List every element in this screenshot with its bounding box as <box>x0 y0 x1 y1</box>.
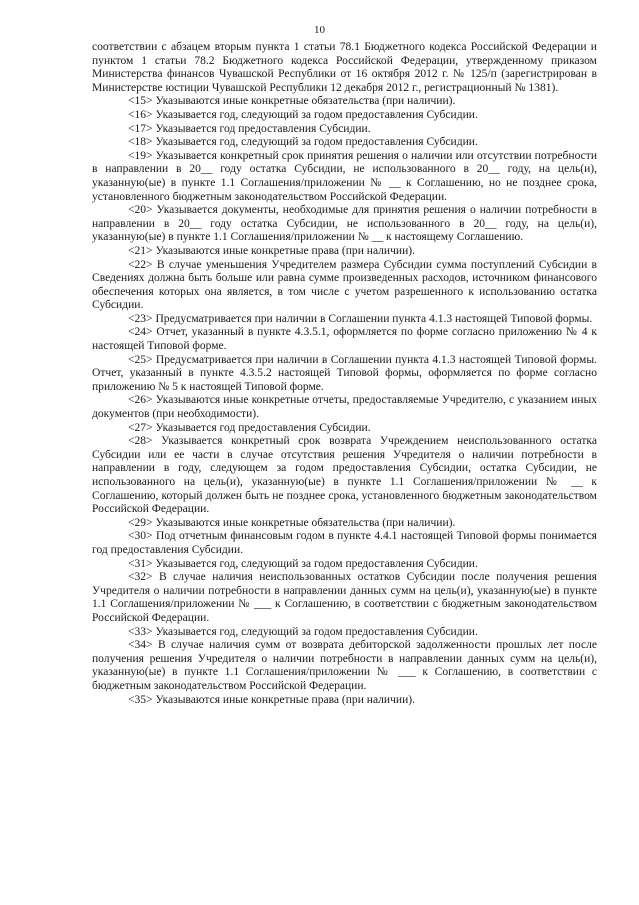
footnote-22: <22> В случае уменьшения Учредителем размера Субсидии сумма поступлений Субсидии в Сведениях должна быть больше или равна сумме произведенных расходов, источником финансового обеспечения которых она является, в том числе с учетом разрешенного к использованию остатка Субсидии. <box>92 258 597 312</box>
footnote-15: <15> Указываются иные конкретные обязательства (при наличии). <box>128 95 456 108</box>
footnote-18: <18> Указывается год, следующий за годом предоставления Субсидии. <box>128 136 478 149</box>
footnote-17: <17> Указывается год предоставления Субсидии. <box>128 122 371 135</box>
footnote-29: <29> Указываются иные конкретные обязательства (при наличии). <box>128 516 456 529</box>
page-number: 10 <box>314 24 325 36</box>
footnote-27: <27> Указывается год предоставления Субсидии. <box>128 421 371 434</box>
footnote-28: <28> Указывается конкретный срок возврата Учреждением неиспользованного остатка Субсидии или ее части в случае отсутствия решения Учредителя о наличии потребности в направлении в году, следующем за годом предоставления Субсидии, остатка Субсидии, не использованного на цель(и), указанную(ые) в пункте 1.1 Соглашения/приложении № __ к Соглашению, который должен быть не позднее срока, установленного бюджетным законодательством Российской Федерации. <box>92 435 597 516</box>
footnote-24: <24> Отчет, указанный в пункте 4.3.5.1, оформляется по форме согласно приложению № 4 к настоящей Типовой форме. <box>92 326 597 353</box>
footnote-35: <35> Указываются иные конкретные права (при наличии). <box>128 693 416 706</box>
footnote-26: <26> Указываются иные конкретные отчеты, предоставляемые Учредителю, с указанием иных документов (при необходимости). <box>92 394 597 421</box>
footnote-34: <34> В случае наличия сумм от возврата дебиторской задолженности прошлых лет после получения решения Учредителя о наличии потребности в направлении данных сумм на цель(и), указанную(ые) в пункте 1.1 Соглашения/приложении № ___ к Соглашению, в соответствии с бюджетным законодательством Российской Федерации. <box>92 639 597 692</box>
document-body <box>92 41 597 707</box>
paragraph-continuation: соответствии с абзацем вторым пункта 1 статьи 78.1 Бюджетного кодекса Российской Федерации и пунктом 1 статьи 78.2 Бюджетного кодекса Российской Федерации, утвержденному приказом Министерства финансов Чувашской Республики от 16 октября 2012 г. № 125/п (зарегистрирован в Министерстве юстиции Чувашской Республики 12 декабря 2012 г., регистрационный № 1381). <box>92 41 597 94</box>
footnote-25: <25> Предусматривается при наличии в Соглашении пункта 4.1.3 настоящей Типовой формы. Отчет, указанный в пункте 4.3.5.2 настоящей Типовой формы, оформляется по форме согласно приложению № 5 к настоящей Типовой форме. <box>92 353 597 393</box>
footnote-23: <23> Предусматривается при наличии в Соглашении пункта 4.1.3 настоящей Типовой формы. <box>128 312 593 325</box>
footnote-21: <21> Указываются иные конкретные права (при наличии). <box>128 244 416 257</box>
footnote-33: <33> Указывается год, следующий за годом предоставления Субсидии. <box>128 625 478 638</box>
footnote-31: <31> Указывается год, следующий за годом предоставления Субсидии. <box>128 557 478 570</box>
footnote-16: <16> Указывается год, следующий за годом предоставления Субсидии. <box>128 108 478 121</box>
footnote-30: <30> Под отчетным финансовым годом в пункте 4.4.1 настоящей Типовой формы понимается год предоставления Субсидии. <box>92 530 597 556</box>
footnote-20: <20> Указывается документы, необходимые для принятия решения о наличии потребности в направлении в 20__ году остатка Субсидии, не использованного в 20__ году, на цель(и), указанную(ые) в пункте 1.1 Соглашения/приложении № __ к настоящему Соглашению. <box>92 204 597 244</box>
footnote-19: <19> Указывается конкретный срок принятия решения о наличии или отсутствии потребности в направлении в 20__ году остатка Субсидии, не использованного в 20__ году, на цель(и), указанную(ые) в пункте 1.1 Соглашения/приложении № __ к Соглашению, но не позднее срока, установленного бюджетным законодательством Российской Федерации. <box>92 149 597 203</box>
footnote-32: <32> В случае наличия неиспользованных остатков Субсидии после получения решения Учредителя о наличии потребности в направлении данных сумм на цель(и), указанную(ые) в пункте 1.1 Соглашения/приложении № ___ к Соглашению, в соответствии с бюджетным законодательством Российской Федерации. <box>92 571 597 624</box>
